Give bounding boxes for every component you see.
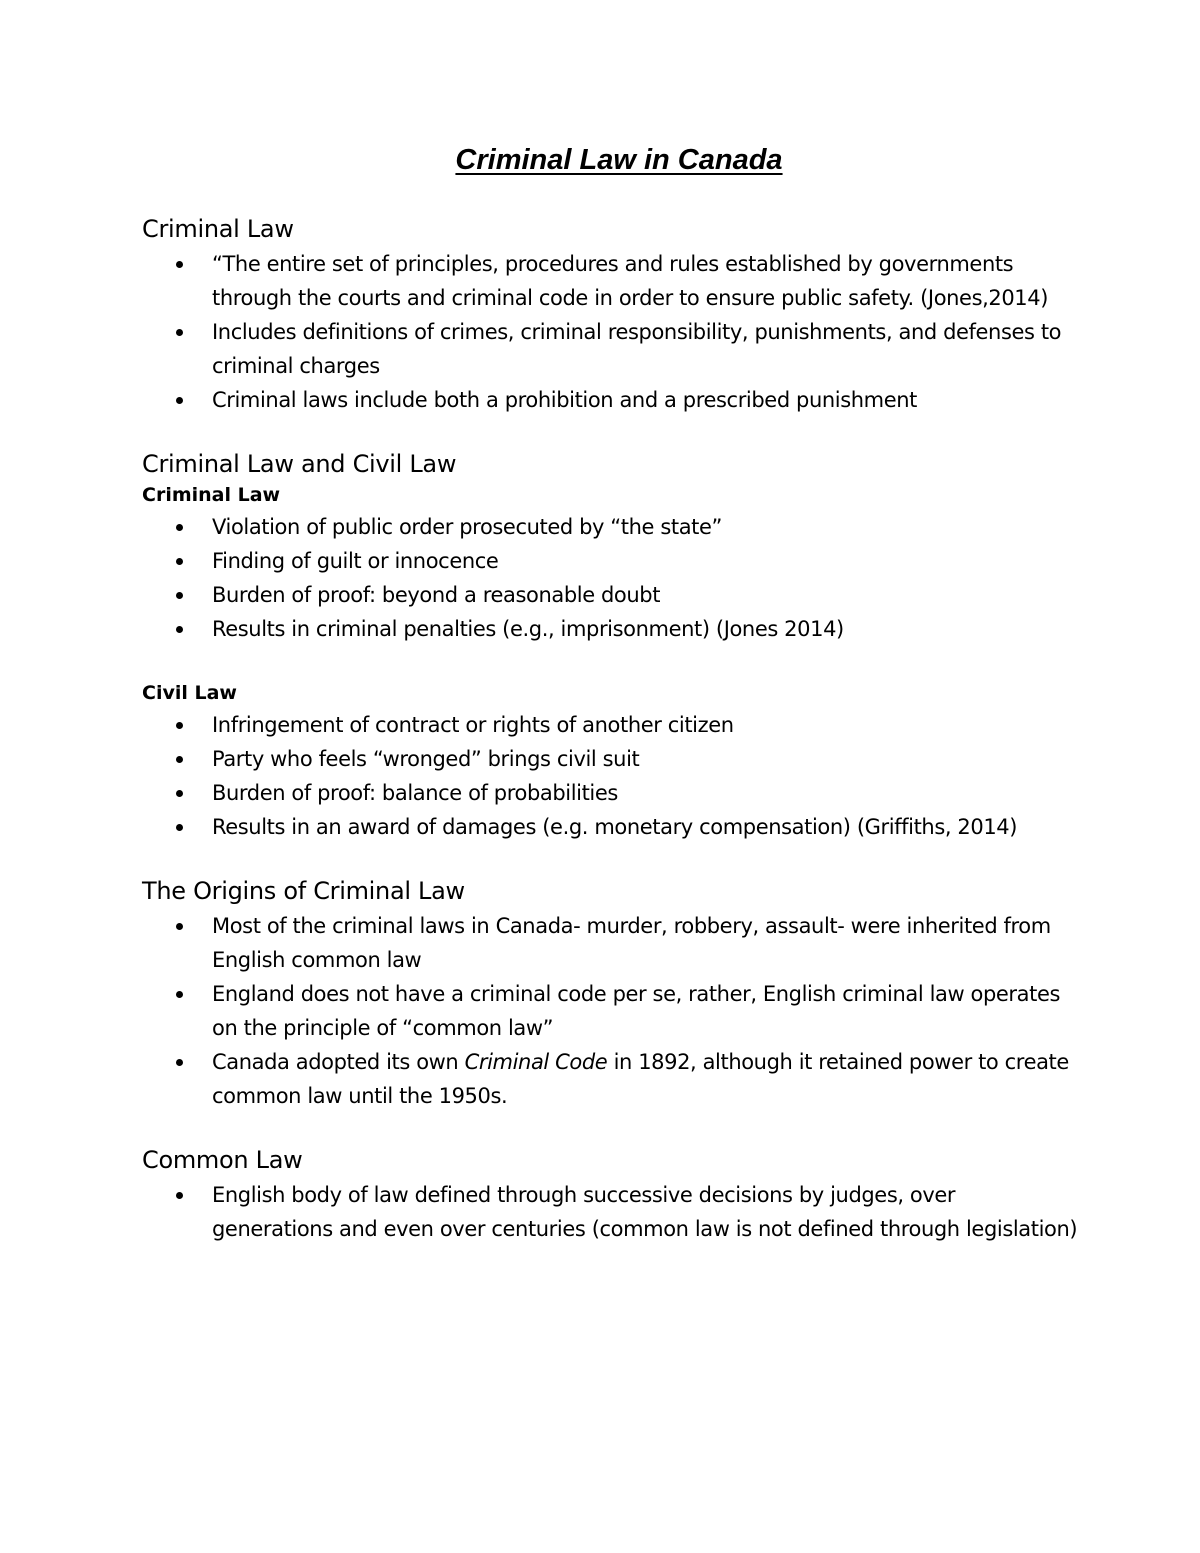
bullet-icon [176,756,183,763]
list-item: Includes definitions of crimes, criminal responsibility, punishments, and defenses to criminal charges [142,315,1080,383]
list-item: “The entire set of principles, procedures and rules established by governments through the courts and criminal code in order to ensure public safety. (Jones,2014) [142,247,1080,315]
bullet-list [142,510,1080,646]
bullet-icon [176,1192,183,1199]
bullet-icon [176,329,183,336]
subsection-criminal-law [142,482,1080,646]
bullet-list [142,247,1080,417]
subsection-heading: Criminal Law [142,484,281,506]
list-item: Results in an award of damages (e.g. monetary compensation) (Griffiths, 2014) [142,810,1080,844]
bullet-icon [176,790,183,797]
section-heading: Criminal Law [142,215,294,243]
list-item: Canada adopted its own Criminal Code in 1892, although it retained power to create common law until the 1950s. [142,1045,1080,1113]
document-title: Criminal Law in Canada [455,144,783,176]
section-heading: The Origins of Criminal Law [142,877,465,905]
bullet-list [142,708,1080,844]
list-item: Burden of proof: beyond a reasonable doubt [142,578,1080,612]
list-item: Results in criminal penalties (e.g., imprisonment) (Jones 2014) [142,612,1080,646]
section-criminal-vs-civil [142,449,1080,844]
bullet-icon [176,923,183,930]
bullet-icon [176,558,183,565]
bullet-icon [176,592,183,599]
bullet-list [142,909,1080,1113]
list-item: Party who feels “wronged” brings civil suit [142,742,1080,776]
bullet-icon [176,722,183,729]
list-item: Burden of proof: balance of probabilities [142,776,1080,810]
bullet-list [142,1178,1080,1246]
list-item: Finding of guilt or innocence [142,544,1080,578]
list-item: Infringement of contract or rights of another citizen [142,708,1080,742]
bullet-icon [176,991,183,998]
bullet-icon [176,824,183,831]
list-item: English body of law defined through successive decisions by judges, over generations and even over centuries (common law is not defined through legislation) [142,1178,1080,1246]
section-origins [142,876,1080,1113]
list-item: Violation of public order prosecuted by “the state” [142,510,1080,544]
bullet-icon [176,397,183,404]
bullet-icon [176,524,183,531]
list-item: Most of the criminal laws in Canada- murder, robbery, assault- were inherited from English common law [142,909,1080,977]
section-common-law [142,1145,1080,1246]
section-heading: Criminal Law and Civil Law [142,450,457,478]
subsection-heading: Civil Law [142,682,237,704]
section-heading: Common Law [142,1146,303,1174]
bullet-icon [176,1059,183,1066]
list-item: England does not have a criminal code per se, rather, English criminal law operates on the principle of “common law” [142,977,1080,1045]
bullet-icon [176,261,183,268]
subsection-civil-law [142,680,1080,844]
list-item: Criminal laws include both a prohibition and a prescribed punishment [142,383,1080,417]
criminal-code-italic: Criminal Code [464,1050,608,1074]
section-criminal-law [142,214,1080,417]
bullet-icon [176,626,183,633]
